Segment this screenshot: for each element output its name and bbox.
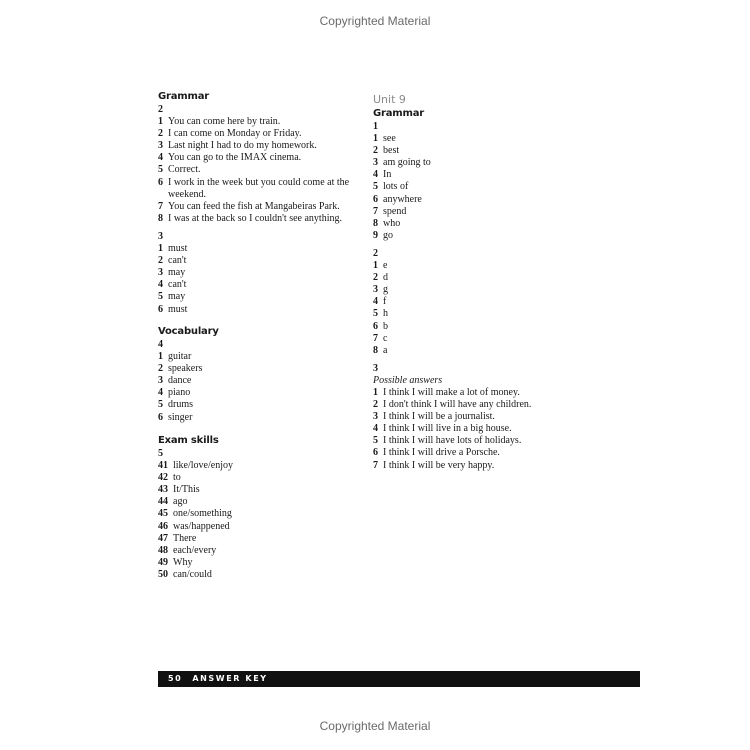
list-item bbox=[373, 181, 573, 193]
item-text: can't bbox=[168, 255, 187, 267]
list-item bbox=[158, 508, 358, 520]
item-number: 6 bbox=[373, 193, 378, 205]
item-number: 1 bbox=[158, 351, 163, 363]
item-text: must bbox=[168, 243, 188, 255]
item-number: 5 bbox=[158, 291, 163, 303]
list-item bbox=[158, 363, 358, 375]
unit-title: Unit 9 bbox=[373, 93, 406, 106]
item-number: 6 bbox=[158, 176, 163, 188]
item-number: 4 bbox=[158, 279, 163, 291]
list-item bbox=[373, 169, 573, 181]
item-text: I think I will have lots of holidays. bbox=[383, 435, 522, 447]
item-number: 1 bbox=[158, 116, 163, 128]
list-item bbox=[373, 345, 573, 357]
footer-bar bbox=[158, 671, 640, 687]
list-item bbox=[158, 533, 358, 545]
item-text: c bbox=[383, 332, 388, 344]
list-item bbox=[158, 351, 358, 363]
item-text: e bbox=[383, 260, 388, 272]
item-number: 4 bbox=[158, 387, 163, 399]
exercise-number: 5 bbox=[158, 448, 163, 459]
item-text: Correct. bbox=[168, 164, 201, 176]
item-number: 1 bbox=[373, 386, 378, 398]
item-text: each/every bbox=[173, 544, 217, 556]
item-text: to bbox=[173, 472, 181, 484]
item-number: 8 bbox=[373, 217, 378, 229]
list-item bbox=[373, 230, 573, 242]
item-text: I don't think I will have any children. bbox=[383, 399, 532, 411]
item-number: 3 bbox=[373, 411, 378, 423]
left-vocabulary-section bbox=[158, 325, 358, 424]
section-heading: Grammar bbox=[158, 91, 210, 102]
answer-list bbox=[158, 116, 358, 225]
item-number: 8 bbox=[373, 344, 378, 356]
item-text: singer bbox=[168, 411, 193, 423]
item-text: I think I will drive a Porsche. bbox=[383, 447, 500, 459]
list-item bbox=[158, 177, 358, 201]
exercise-number: 1 bbox=[373, 121, 378, 132]
item-text: b bbox=[383, 320, 388, 332]
item-number: 6 bbox=[158, 411, 163, 423]
item-number: 41 bbox=[158, 460, 168, 472]
item-number: 49 bbox=[158, 556, 168, 568]
item-text: best bbox=[383, 145, 400, 157]
item-text: see bbox=[383, 133, 396, 145]
copyright-watermark-bottom: Copyrighted Material bbox=[319, 719, 431, 733]
item-text: one/something bbox=[173, 508, 232, 520]
footer-label: ANSWER KEY bbox=[192, 674, 268, 683]
item-number: 5 bbox=[158, 399, 163, 411]
page-number: 50 bbox=[168, 674, 183, 683]
list-item bbox=[158, 545, 358, 557]
list-item bbox=[158, 243, 358, 255]
item-text: You can come here by train. bbox=[168, 116, 281, 128]
item-text: dance bbox=[168, 375, 192, 387]
section-heading: Exam skills bbox=[158, 435, 219, 446]
item-number: 6 bbox=[373, 447, 378, 459]
item-number: 2 bbox=[158, 255, 163, 267]
list-item bbox=[158, 387, 358, 399]
answer-list bbox=[158, 351, 358, 424]
list-item bbox=[373, 272, 573, 284]
item-text: lots of bbox=[383, 181, 409, 193]
item-number: 2 bbox=[373, 145, 378, 157]
item-number: 4 bbox=[373, 169, 378, 181]
list-item bbox=[373, 296, 573, 308]
item-number: 3 bbox=[158, 267, 163, 279]
item-number: 3 bbox=[158, 140, 163, 152]
item-text: speakers bbox=[168, 363, 203, 375]
exercise-number: 3 bbox=[158, 230, 163, 242]
item-text: who bbox=[383, 217, 401, 229]
list-item bbox=[373, 447, 573, 459]
list-item bbox=[373, 284, 573, 296]
item-text: I think I will live in a big house. bbox=[383, 423, 512, 435]
list-item bbox=[158, 521, 358, 533]
item-number: 1 bbox=[373, 260, 378, 272]
item-text: g bbox=[383, 284, 388, 296]
item-number: 43 bbox=[158, 484, 168, 496]
item-text: ago bbox=[173, 496, 188, 508]
item-number: 2 bbox=[158, 363, 163, 375]
item-text: anywhere bbox=[383, 193, 422, 205]
item-number: 4 bbox=[373, 423, 378, 435]
item-text: was/happened bbox=[173, 520, 230, 532]
list-item bbox=[373, 411, 573, 423]
list-item bbox=[158, 460, 358, 472]
item-number: 7 bbox=[373, 459, 378, 471]
list-item bbox=[373, 157, 573, 169]
item-number: 42 bbox=[158, 472, 168, 484]
item-text: Last night I had to do my homework. bbox=[168, 140, 317, 152]
list-item bbox=[373, 333, 573, 345]
item-text: guitar bbox=[168, 351, 192, 363]
list-item bbox=[158, 279, 358, 291]
item-text: It/This bbox=[173, 484, 200, 496]
list-item bbox=[373, 218, 573, 230]
item-text: go bbox=[383, 229, 393, 241]
copyright-watermark-top: Copyrighted Material bbox=[319, 14, 431, 28]
list-item bbox=[373, 321, 573, 333]
exercise-number: 2 bbox=[158, 104, 163, 115]
list-item bbox=[373, 260, 573, 272]
answer-list bbox=[158, 243, 358, 316]
item-text: a bbox=[383, 344, 388, 356]
left-grammar-section bbox=[158, 90, 358, 316]
item-text: may bbox=[168, 267, 186, 279]
item-number: 3 bbox=[373, 157, 378, 169]
list-item bbox=[158, 213, 358, 225]
list-item bbox=[373, 145, 573, 157]
item-number: 1 bbox=[158, 243, 163, 255]
section-heading: Vocabulary bbox=[158, 326, 219, 337]
item-text: piano bbox=[168, 387, 191, 399]
item-text: can/could bbox=[173, 568, 212, 580]
unit-9-section bbox=[373, 93, 573, 472]
list-item bbox=[158, 484, 358, 496]
item-number: 3 bbox=[373, 284, 378, 296]
item-number: 8 bbox=[158, 212, 163, 224]
list-item bbox=[158, 399, 358, 411]
item-text: may bbox=[168, 291, 186, 303]
item-text: I think I will make a lot of money. bbox=[383, 386, 520, 398]
item-text: am going to bbox=[383, 157, 431, 169]
list-item bbox=[373, 399, 573, 411]
list-item bbox=[158, 472, 358, 484]
item-text: d bbox=[383, 272, 388, 284]
list-item bbox=[158, 116, 358, 128]
item-number: 2 bbox=[373, 272, 378, 284]
item-text: I think I will be a journalist. bbox=[383, 411, 495, 423]
answer-list bbox=[373, 387, 573, 472]
item-number: 44 bbox=[158, 496, 168, 508]
exercise-number: 4 bbox=[158, 339, 163, 350]
exercise-number: 2 bbox=[373, 247, 378, 259]
exercise-number: 3 bbox=[373, 362, 378, 374]
item-number: 47 bbox=[158, 532, 168, 544]
list-item bbox=[373, 133, 573, 145]
list-item bbox=[373, 387, 573, 399]
item-text: Why bbox=[173, 556, 193, 568]
answer-list bbox=[373, 260, 573, 357]
list-item bbox=[158, 557, 358, 569]
list-item bbox=[158, 164, 358, 176]
item-number: 5 bbox=[373, 435, 378, 447]
list-item bbox=[158, 412, 358, 424]
list-item bbox=[158, 152, 358, 164]
item-number: 4 bbox=[158, 152, 163, 164]
item-number: 2 bbox=[373, 399, 378, 411]
item-number: 5 bbox=[373, 308, 378, 320]
item-number: 5 bbox=[373, 181, 378, 193]
item-number: 46 bbox=[158, 520, 168, 532]
item-number: 7 bbox=[373, 332, 378, 344]
list-item bbox=[373, 308, 573, 320]
list-item bbox=[158, 255, 358, 267]
item-number: 9 bbox=[373, 229, 378, 241]
item-text: h bbox=[383, 308, 388, 320]
item-text: drums bbox=[168, 399, 193, 411]
item-number: 48 bbox=[158, 544, 168, 556]
item-number: 1 bbox=[373, 133, 378, 145]
list-item bbox=[373, 206, 573, 218]
list-item bbox=[158, 569, 358, 581]
item-text: You can feed the fish at Mangabeiras Park. bbox=[168, 200, 340, 212]
list-item bbox=[158, 267, 358, 279]
left-exam-skills-section bbox=[158, 434, 358, 581]
list-item bbox=[158, 128, 358, 140]
item-text: I think I will be very happy. bbox=[383, 459, 495, 471]
item-text: spend bbox=[383, 205, 407, 217]
item-number: 3 bbox=[158, 375, 163, 387]
list-item bbox=[158, 291, 358, 303]
item-text: You can go to the IMAX cinema. bbox=[168, 152, 302, 164]
item-number: 7 bbox=[158, 200, 163, 212]
list-item bbox=[373, 194, 573, 206]
item-number: 6 bbox=[158, 303, 163, 315]
item-text: like/love/enjoy bbox=[173, 460, 233, 472]
item-text: I was at the back so I couldn't see anything. bbox=[168, 212, 342, 224]
item-text: must bbox=[168, 303, 188, 315]
item-number: 7 bbox=[373, 205, 378, 217]
item-number: 45 bbox=[158, 508, 168, 520]
item-number: 6 bbox=[373, 320, 378, 332]
list-item bbox=[373, 435, 573, 447]
item-text: I can come on Monday or Friday. bbox=[168, 128, 302, 140]
section-heading: Grammar bbox=[373, 108, 425, 119]
list-item bbox=[373, 460, 573, 472]
item-text: f bbox=[383, 296, 387, 308]
item-number: 50 bbox=[158, 568, 168, 580]
item-text: In bbox=[383, 169, 392, 181]
possible-answers-note: Possible answers bbox=[373, 374, 443, 386]
list-item bbox=[158, 140, 358, 152]
answer-list bbox=[373, 133, 573, 242]
list-item bbox=[158, 304, 358, 316]
item-number: 2 bbox=[158, 128, 163, 140]
list-item bbox=[158, 496, 358, 508]
list-item bbox=[373, 423, 573, 435]
item-number: 4 bbox=[373, 296, 378, 308]
item-text: can't bbox=[168, 279, 187, 291]
item-text: I work in the week but you could come at the weekend. bbox=[168, 176, 350, 200]
item-number: 5 bbox=[158, 164, 163, 176]
list-item bbox=[158, 375, 358, 387]
answer-list bbox=[158, 460, 358, 581]
list-item bbox=[158, 201, 358, 213]
item-text: There bbox=[173, 532, 197, 544]
